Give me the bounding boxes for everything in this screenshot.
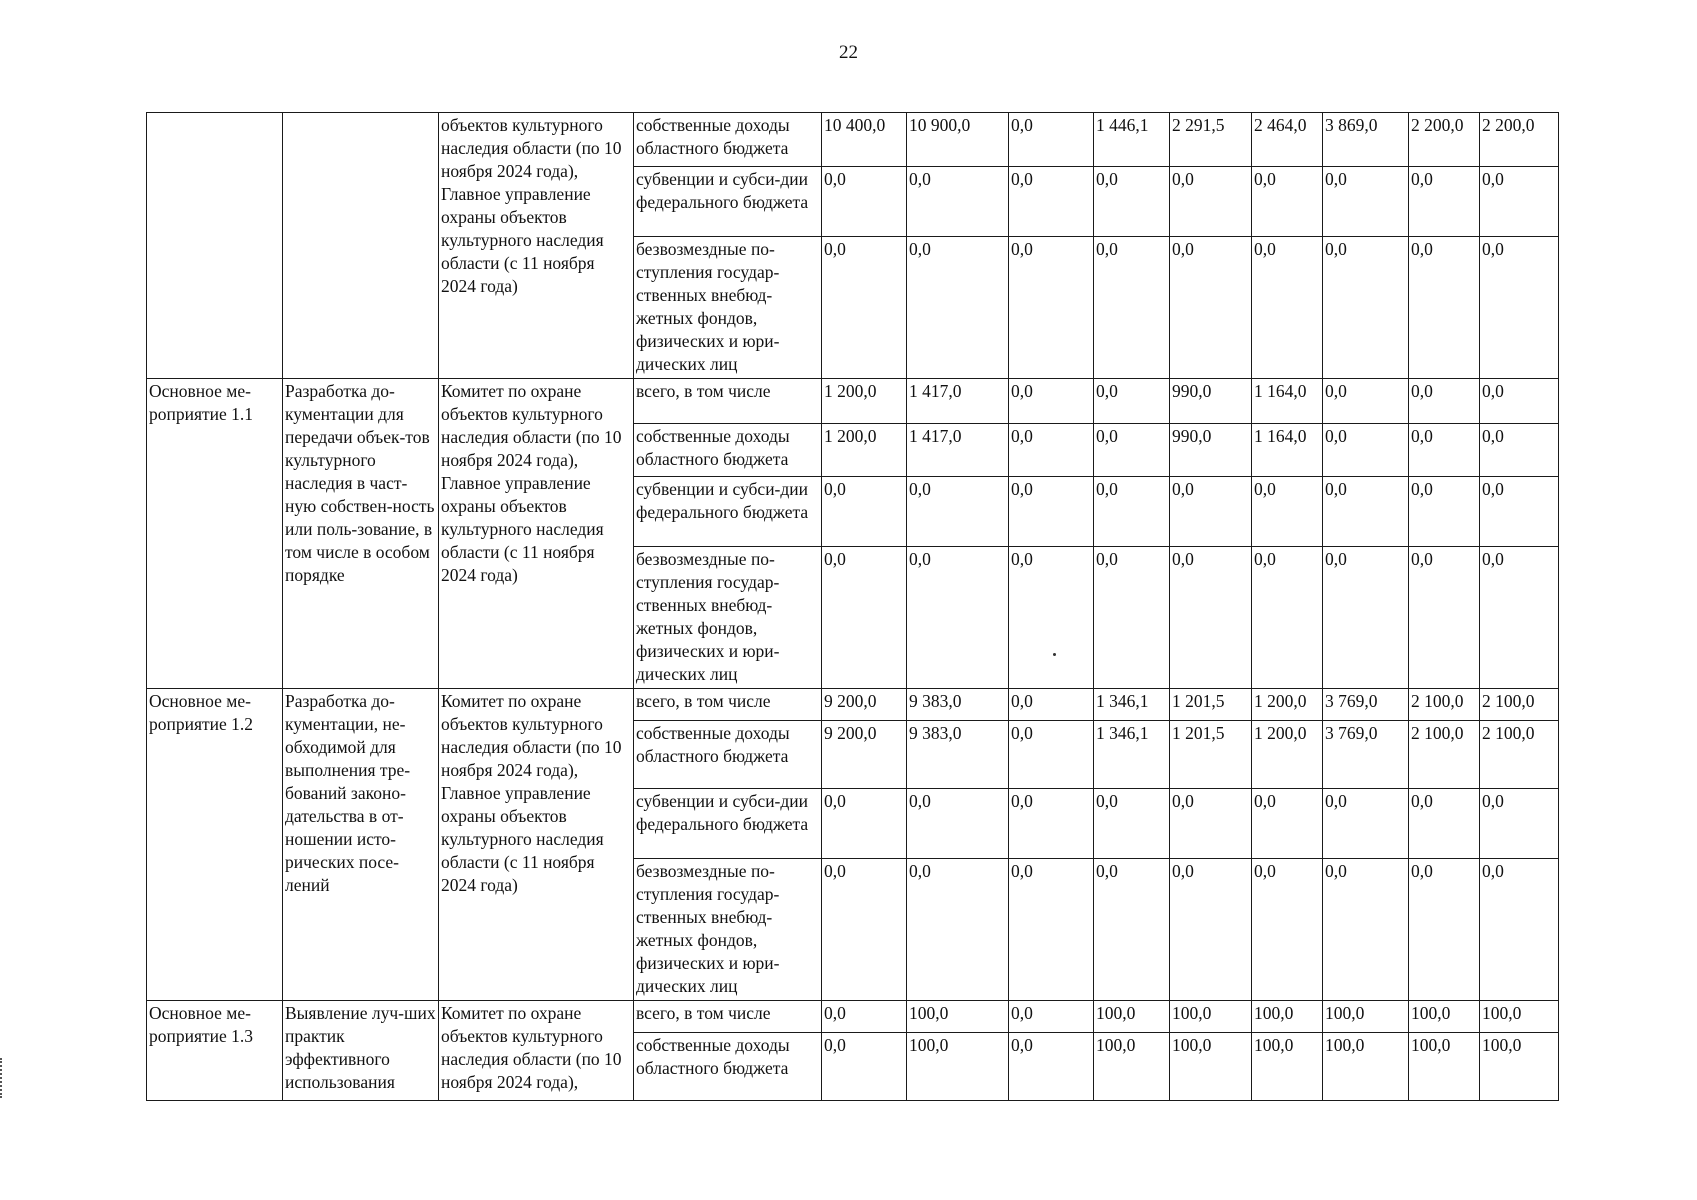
amount-cell: 0,0: [1409, 477, 1480, 547]
name-cell: Разработка до-кументации, не-обходимой для выполнения тре-бований законо-дательства в от-ношении исто-рических посе-лений: [283, 689, 439, 1001]
amount-cell: 0,0: [822, 237, 907, 379]
amount-cell: 0,0: [822, 1001, 907, 1033]
amount-cell: 0,0: [1323, 167, 1409, 237]
amount-cell: 0,0: [1170, 237, 1252, 379]
amount-cell: 9 383,0: [907, 689, 1009, 721]
amount-cell: 0,0: [907, 477, 1009, 547]
amount-cell: 0,0: [1323, 379, 1409, 424]
amount-cell: 0,0: [1094, 379, 1170, 424]
funding-source-cell: субвенции и субси-дии федерального бюджета: [634, 167, 822, 237]
amount-cell: 0,0: [1409, 789, 1480, 859]
amount-cell: 0,0: [1480, 379, 1559, 424]
amount-cell: 0,0: [1480, 237, 1559, 379]
amount-cell: 100,0: [907, 1001, 1009, 1033]
amount-cell: 0,0: [1009, 689, 1094, 721]
amount-cell: 100,0: [1170, 1001, 1252, 1033]
amount-cell: 2 100,0: [1480, 689, 1559, 721]
funding-source-cell: безвозмездные по-ступления государ-ственных внебюд-жетных фондов, физических и юри-дических лиц: [634, 237, 822, 379]
amount-cell: 2 100,0: [1409, 689, 1480, 721]
table-row: [147, 1001, 1559, 1033]
amount-cell: 10 900,0: [907, 113, 1009, 167]
table-row: [147, 113, 1559, 167]
funding-source-cell: всего, в том числе: [634, 689, 822, 721]
amount-cell: 100,0: [1094, 1001, 1170, 1033]
amount-cell: 0,0: [1094, 237, 1170, 379]
amount-cell: 1 200,0: [1252, 689, 1323, 721]
amount-cell: 0,0: [822, 1033, 907, 1101]
amount-cell: 0,0: [1094, 424, 1170, 477]
amount-cell: 0,0: [1170, 547, 1252, 689]
amount-cell: 0,0: [1409, 167, 1480, 237]
amount-cell: 0,0: [1252, 859, 1323, 1001]
amount-cell: 0,0: [1009, 1001, 1094, 1033]
amount-cell: 0,0: [1480, 789, 1559, 859]
amount-cell: 990,0: [1170, 379, 1252, 424]
amount-cell: 0,0: [907, 167, 1009, 237]
amount-cell: 100,0: [1170, 1033, 1252, 1101]
scan-speck: [1053, 653, 1056, 656]
amount-cell: 1 200,0: [822, 379, 907, 424]
executor-cell: Комитет по охране объектов культурного наследия области (по 10 ноября 2024 года), Главное управление охраны объектов культурного наследия области (с 11 ноября 2024 года): [439, 379, 634, 689]
amount-cell: 0,0: [1170, 859, 1252, 1001]
amount-cell: 0,0: [1409, 379, 1480, 424]
amount-cell: 2 100,0: [1409, 721, 1480, 789]
amount-cell: 100,0: [1480, 1001, 1559, 1033]
amount-cell: 1 201,5: [1170, 689, 1252, 721]
amount-cell: 0,0: [1323, 859, 1409, 1001]
amount-cell: 1 164,0: [1252, 424, 1323, 477]
funding-source-cell: собственные доходы областного бюджета: [634, 721, 822, 789]
amount-cell: 1 417,0: [907, 379, 1009, 424]
amount-cell: 0,0: [822, 789, 907, 859]
amount-cell: 100,0: [1409, 1033, 1480, 1101]
amount-cell: 10 400,0: [822, 113, 907, 167]
funding-source-cell: всего, в том числе: [634, 1001, 822, 1033]
amount-cell: 1 346,1: [1094, 689, 1170, 721]
amount-cell: 1 201,5: [1170, 721, 1252, 789]
amount-cell: 0,0: [1170, 789, 1252, 859]
amount-cell: 0,0: [1094, 789, 1170, 859]
name-cell: Разработка до-кументации для передачи объек-тов культурного наследия в част-ную собствен-ность или поль-зование, в том числе в особом порядке: [283, 379, 439, 689]
amount-cell: 0,0: [822, 547, 907, 689]
event-cell: Основное ме-роприятие 1.3: [147, 1001, 283, 1101]
amount-cell: 100,0: [1323, 1033, 1409, 1101]
amount-cell: 0,0: [907, 547, 1009, 689]
amount-cell: 1 164,0: [1252, 379, 1323, 424]
amount-cell: 1 446,1: [1094, 113, 1170, 167]
amount-cell: 1 417,0: [907, 424, 1009, 477]
amount-cell: 3 869,0: [1323, 113, 1409, 167]
amount-cell: 2 200,0: [1409, 113, 1480, 167]
amount-cell: 3 769,0: [1323, 721, 1409, 789]
name-cell: [283, 113, 439, 379]
funding-source-cell: субвенции и субси-дии федерального бюджета: [634, 477, 822, 547]
amount-cell: 0,0: [1252, 237, 1323, 379]
amount-cell: 1 346,1: [1094, 721, 1170, 789]
amount-cell: 9 200,0: [822, 721, 907, 789]
amount-cell: 0,0: [1009, 547, 1094, 689]
table-row: [147, 379, 1559, 424]
amount-cell: 0,0: [822, 477, 907, 547]
budget-table: [146, 112, 1559, 1101]
amount-cell: 2 291,5: [1170, 113, 1252, 167]
event-cell: Основное ме-роприятие 1.2: [147, 689, 283, 1001]
amount-cell: 0,0: [1009, 789, 1094, 859]
amount-cell: 0,0: [1323, 789, 1409, 859]
funding-source-cell: собственные доходы областного бюджета: [634, 424, 822, 477]
amount-cell: 0,0: [1323, 424, 1409, 477]
amount-cell: 0,0: [822, 859, 907, 1001]
amount-cell: 0,0: [1409, 859, 1480, 1001]
amount-cell: 0,0: [1323, 547, 1409, 689]
amount-cell: 100,0: [1094, 1033, 1170, 1101]
funding-source-cell: субвенции и субси-дии федерального бюджета: [634, 789, 822, 859]
page-number: 22: [839, 42, 858, 63]
amount-cell: 0,0: [1009, 859, 1094, 1001]
amount-cell: 0,0: [1009, 113, 1094, 167]
amount-cell: 0,0: [1094, 477, 1170, 547]
amount-cell: 0,0: [1480, 167, 1559, 237]
amount-cell: 100,0: [1409, 1001, 1480, 1033]
amount-cell: 0,0: [1480, 547, 1559, 689]
amount-cell: 0,0: [1094, 167, 1170, 237]
amount-cell: 0,0: [1009, 1033, 1094, 1101]
amount-cell: 0,0: [1009, 167, 1094, 237]
funding-source-cell: всего, в том числе: [634, 379, 822, 424]
amount-cell: 100,0: [1480, 1033, 1559, 1101]
amount-cell: 0,0: [907, 237, 1009, 379]
amount-cell: 0,0: [1009, 379, 1094, 424]
amount-cell: 0,0: [1323, 237, 1409, 379]
amount-cell: 0,0: [1252, 477, 1323, 547]
amount-cell: 1 200,0: [822, 424, 907, 477]
amount-cell: 100,0: [1252, 1001, 1323, 1033]
amount-cell: 0,0: [1409, 237, 1480, 379]
amount-cell: 0,0: [1409, 424, 1480, 477]
amount-cell: 2 200,0: [1480, 113, 1559, 167]
amount-cell: 0,0: [1252, 167, 1323, 237]
amount-cell: 2 464,0: [1252, 113, 1323, 167]
executor-cell: Комитет по охране объектов культурного наследия области (по 10 ноября 2024 года),: [439, 1001, 634, 1101]
amount-cell: 100,0: [907, 1033, 1009, 1101]
amount-cell: 1 200,0: [1252, 721, 1323, 789]
amount-cell: 100,0: [1323, 1001, 1409, 1033]
executor-cell: объектов культурного наследия области (по 10 ноября 2024 года), Главное управление охраны объектов культурного наследия области (с 11 ноября 2024 года): [439, 113, 634, 379]
amount-cell: 0,0: [1009, 721, 1094, 789]
scan-edge-marks: [0, 1058, 6, 1098]
event-cell: [147, 113, 283, 379]
amount-cell: 100,0: [1252, 1033, 1323, 1101]
amount-cell: 0,0: [1409, 547, 1480, 689]
amount-cell: 0,0: [907, 859, 1009, 1001]
executor-cell: Комитет по охране объектов культурного наследия области (по 10 ноября 2024 года), Главное управление охраны объектов культурного наследия области (с 11 ноября 2024 года): [439, 689, 634, 1001]
funding-source-cell: безвозмездные по-ступления государ-ственных внебюд-жетных фондов, физических и юри-дических лиц: [634, 859, 822, 1001]
amount-cell: 9 383,0: [907, 721, 1009, 789]
table-row: [147, 689, 1559, 721]
funding-source-cell: собственные доходы областного бюджета: [634, 1033, 822, 1101]
amount-cell: 0,0: [822, 167, 907, 237]
amount-cell: 0,0: [1170, 167, 1252, 237]
amount-cell: 0,0: [1094, 859, 1170, 1001]
amount-cell: 0,0: [1009, 237, 1094, 379]
event-cell: Основное ме-роприятие 1.1: [147, 379, 283, 689]
funding-source-cell: собственные доходы областного бюджета: [634, 113, 822, 167]
name-cell: Выявление луч-ших практик эффективного использования: [283, 1001, 439, 1101]
funding-source-cell: безвозмездные по-ступления государ-ственных внебюд-жетных фондов, физических и юри-дических лиц: [634, 547, 822, 689]
amount-cell: 0,0: [1480, 859, 1559, 1001]
amount-cell: 9 200,0: [822, 689, 907, 721]
amount-cell: 0,0: [1009, 477, 1094, 547]
amount-cell: 990,0: [1170, 424, 1252, 477]
amount-cell: 0,0: [1480, 424, 1559, 477]
amount-cell: 3 769,0: [1323, 689, 1409, 721]
amount-cell: 2 100,0: [1480, 721, 1559, 789]
amount-cell: 0,0: [1094, 547, 1170, 689]
amount-cell: 0,0: [907, 789, 1009, 859]
amount-cell: 0,0: [1170, 477, 1252, 547]
amount-cell: 0,0: [1009, 424, 1094, 477]
amount-cell: 0,0: [1252, 547, 1323, 689]
amount-cell: 0,0: [1480, 477, 1559, 547]
amount-cell: 0,0: [1252, 789, 1323, 859]
amount-cell: 0,0: [1323, 477, 1409, 547]
